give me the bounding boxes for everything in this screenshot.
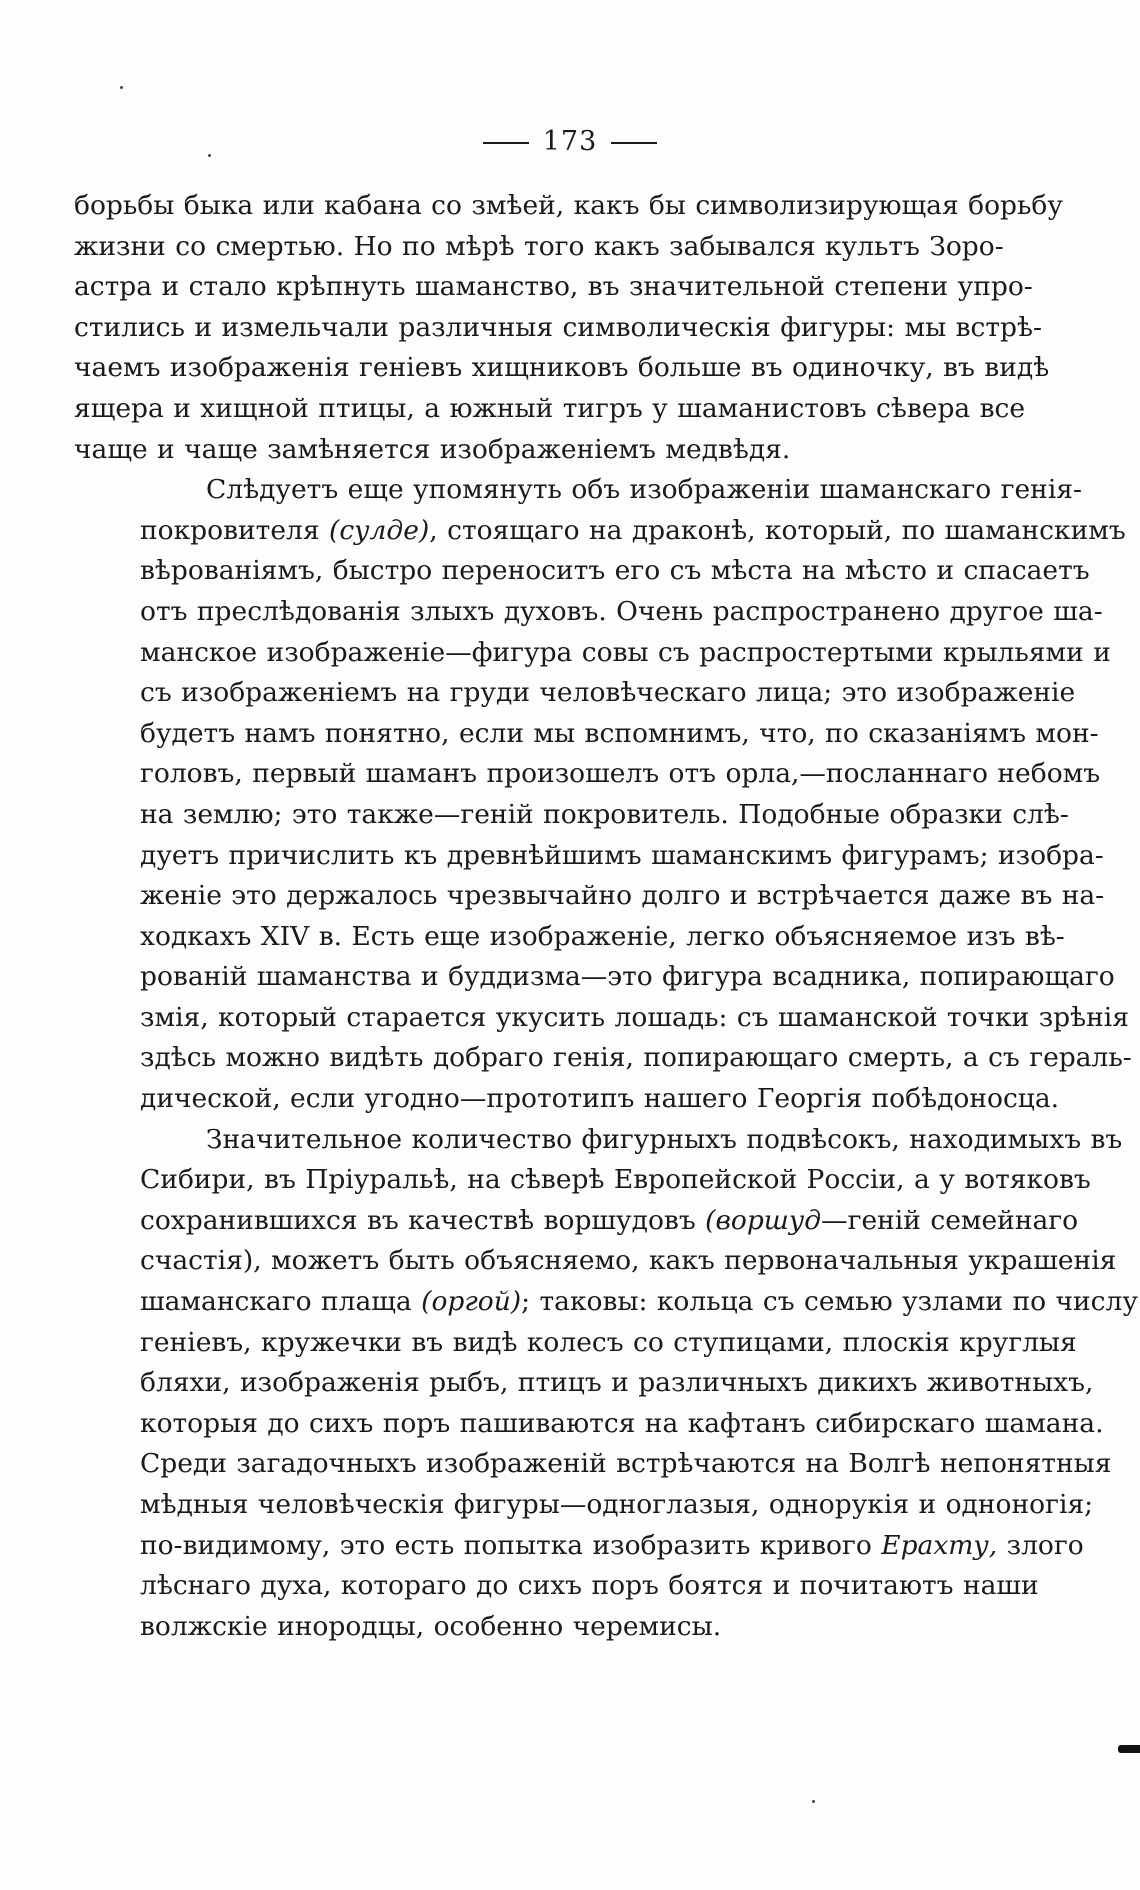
text-line: Значительное количество фигурныхъ подвѣсокъ, находимыхъ въ	[206, 1123, 1123, 1155]
page-speck	[120, 86, 123, 89]
text-line: отъ преслѣдованія злыхъ духовъ. Очень распространено другое ша-	[140, 595, 1103, 627]
text-line: волжскіе инородцы, особенно черемисы.	[140, 1610, 722, 1642]
text-line: мѣдныя человѣческія фигуры—одноглазыя, однорукія и одноногія;	[140, 1489, 1094, 1520]
text-line: съ изображеніемъ на груди человѣческаго лица; это изображеніе	[140, 677, 1076, 709]
text-line: ходкахъ XIV в. Есть еще изображеніе, легко объясняемое изъ вѣ-	[140, 920, 1065, 952]
page-number	[0, 126, 1140, 157]
text-line: головъ, первый шаманъ произошелъ отъ орла,—посланнаго небомъ	[140, 758, 1101, 790]
text-line: Слѣдуетъ еще упомянуть объ изображеніи шаманскаго генія-	[206, 474, 1082, 506]
text-line: ящера и хищной птицы, а южный тигръ у шаманистовъ сѣвера все	[74, 392, 1026, 424]
text-line: бляхи, изображенія рыбъ, птицъ и различныхъ дикихъ животныхъ,	[140, 1367, 1094, 1399]
page-edge-mark	[1118, 1745, 1140, 1753]
text-line: шаманскаго плаща (оргой); таковы: кольца съ семью узлами по числу	[140, 1286, 1138, 1318]
text-line: рованій шаманства и буддизма—это фигура всадника, попирающаго	[140, 961, 1115, 993]
text-line: борьбы быка или кабана со змѣей, какъ бы символизирующая борьбу	[74, 190, 1063, 221]
text-line: лѣснаго духа, котораго до сихъ поръ боятся и почитаютъ наши	[140, 1570, 1039, 1602]
paragraph-2	[74, 470, 1132, 1120]
text-line: по-видимому, это есть попытка изобразить кривого Ерахту, злого	[140, 1529, 1084, 1561]
text-line: дической, если угодно—прототипъ нашего Георгія побѣдоносца.	[140, 1083, 1060, 1115]
text-line: вѣрованіямъ, быстро переноситъ его съ мѣста на мѣсто и спасаетъ	[140, 555, 1090, 587]
page-number-left-dash	[483, 142, 529, 144]
page-number-value: 173	[542, 126, 598, 157]
text-line: геніевъ, кружечки въ видѣ колесъ со ступицами, плоскія круглыя	[140, 1326, 1077, 1358]
text-line: чаемъ изображенія геніевъ хищниковъ больше въ одиночку, въ видѣ	[74, 352, 1050, 384]
paragraph-1	[74, 186, 1063, 470]
text-line: астра и стало крѣпнуть шаманство, въ значительной степени упро-	[74, 271, 1033, 303]
text-line: женіе это держалось чрезвычайно долго и встрѣчается даже въ на-	[140, 880, 1105, 912]
text-line: на землю; это также—геній покровитель. Подобные образки слѣ-	[140, 798, 1069, 830]
paragraph-3	[74, 1120, 1138, 1648]
text-line: чаще и чаще замѣняется изображеніемъ медвѣдя.	[74, 433, 791, 465]
text-line: змія, который старается укусить лошадь: съ шаманской точки зрѣнія	[140, 1001, 1129, 1033]
text-line: здѣсь можно видѣть добраго генія, попирающаго смерть, а съ гераль-	[140, 1042, 1132, 1074]
page-speck	[812, 1800, 815, 1803]
text-line: которыя до сихъ поръ пашиваются на кафтанъ сибирскаго шамана.	[140, 1407, 1104, 1439]
text-line: сохранившихся въ качествѣ воршудовъ (воршуд—геній семейнаго	[140, 1204, 1079, 1236]
text-line: Сибири, въ Пріуральѣ, на сѣверѣ Европейской Россіи, а у вотяковъ	[140, 1164, 1091, 1196]
text-line: счастія), можетъ быть объясняемо, какъ первоначальныя украшенія	[140, 1245, 1117, 1277]
text-line: жизни со смертью. Но по мѣрѣ того какъ забывался культъ Зоро-	[74, 230, 1004, 262]
text-line: дуетъ причислить къ древнѣйшимъ шаманскимъ фигурамъ; изобра-	[140, 839, 1104, 871]
text-line: покровителя (сулде), стоящаго на драконѣ, который, по шаманскимъ	[140, 514, 1126, 546]
body-text	[74, 186, 1138, 1647]
page-number-right-dash	[611, 142, 657, 144]
text-line: манское изображеніе—фигура совы съ распростертыми крыльями и	[140, 636, 1111, 668]
text-line: Среди загадочныхъ изображеній встрѣчаются на Волгѣ непонятныя	[140, 1448, 1112, 1480]
text-line: стились и измельчали различныя символическія фигуры: мы встрѣ-	[74, 311, 1042, 343]
text-line: будетъ намъ понятно, если мы вспомнимъ, что, по сказаніямъ мон-	[140, 717, 1099, 749]
